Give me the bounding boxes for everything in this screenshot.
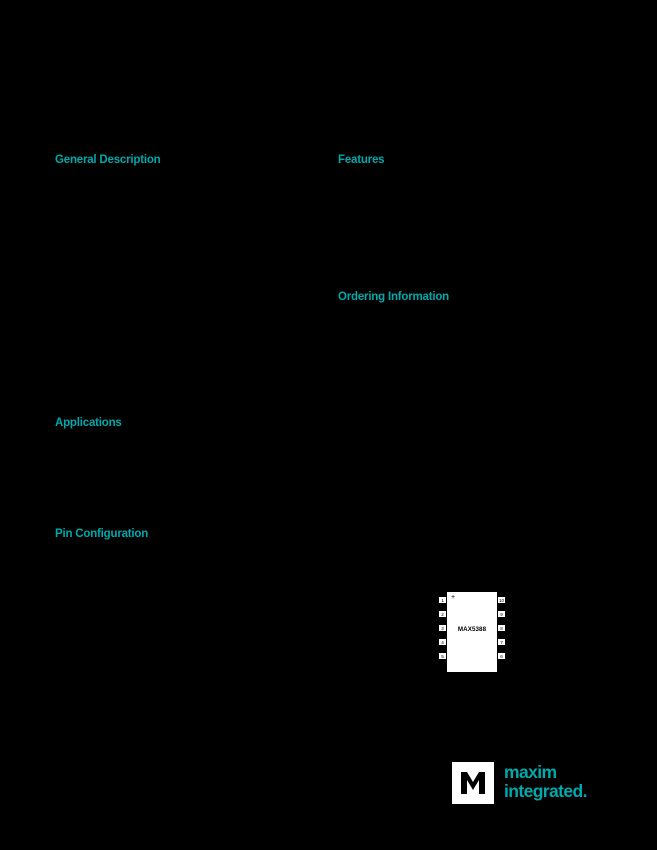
maxim-logo-icon [452, 762, 494, 804]
section-heading-ordering-information: Ordering Information [338, 291, 450, 303]
pin-number-left-1: 1 [438, 596, 447, 604]
section-heading-applications: Applications [55, 417, 122, 429]
pin-number-right-6: 6 [497, 652, 506, 660]
pin-number-right-9: 9 [497, 610, 506, 618]
logo-word-maxim: maxim [504, 762, 557, 782]
pin-number-right-8: 8 [497, 624, 506, 632]
lead-free-plus-marker: + [451, 594, 456, 601]
pin-number-left-4: 4 [438, 638, 447, 646]
logo-wordmark [504, 763, 604, 803]
ic-part-number-label: MAX5388 [457, 626, 487, 633]
pin-number-left-3: 3 [438, 624, 447, 632]
section-heading-features: Features [338, 154, 385, 166]
logo-word-integrated: integrated. [504, 781, 587, 801]
pin-configuration-diagram [432, 592, 512, 678]
section-heading-pin-configuration: Pin Configuration [55, 528, 149, 540]
pin-number-left-5: 5 [438, 652, 447, 660]
pin-number-right-10: 10 [498, 598, 505, 603]
section-heading-general-description: General Description [55, 154, 161, 166]
pin-number-right-7: 7 [497, 638, 506, 646]
maxim-integrated-logo [452, 762, 604, 804]
pin-number-left-2: 2 [438, 610, 447, 618]
